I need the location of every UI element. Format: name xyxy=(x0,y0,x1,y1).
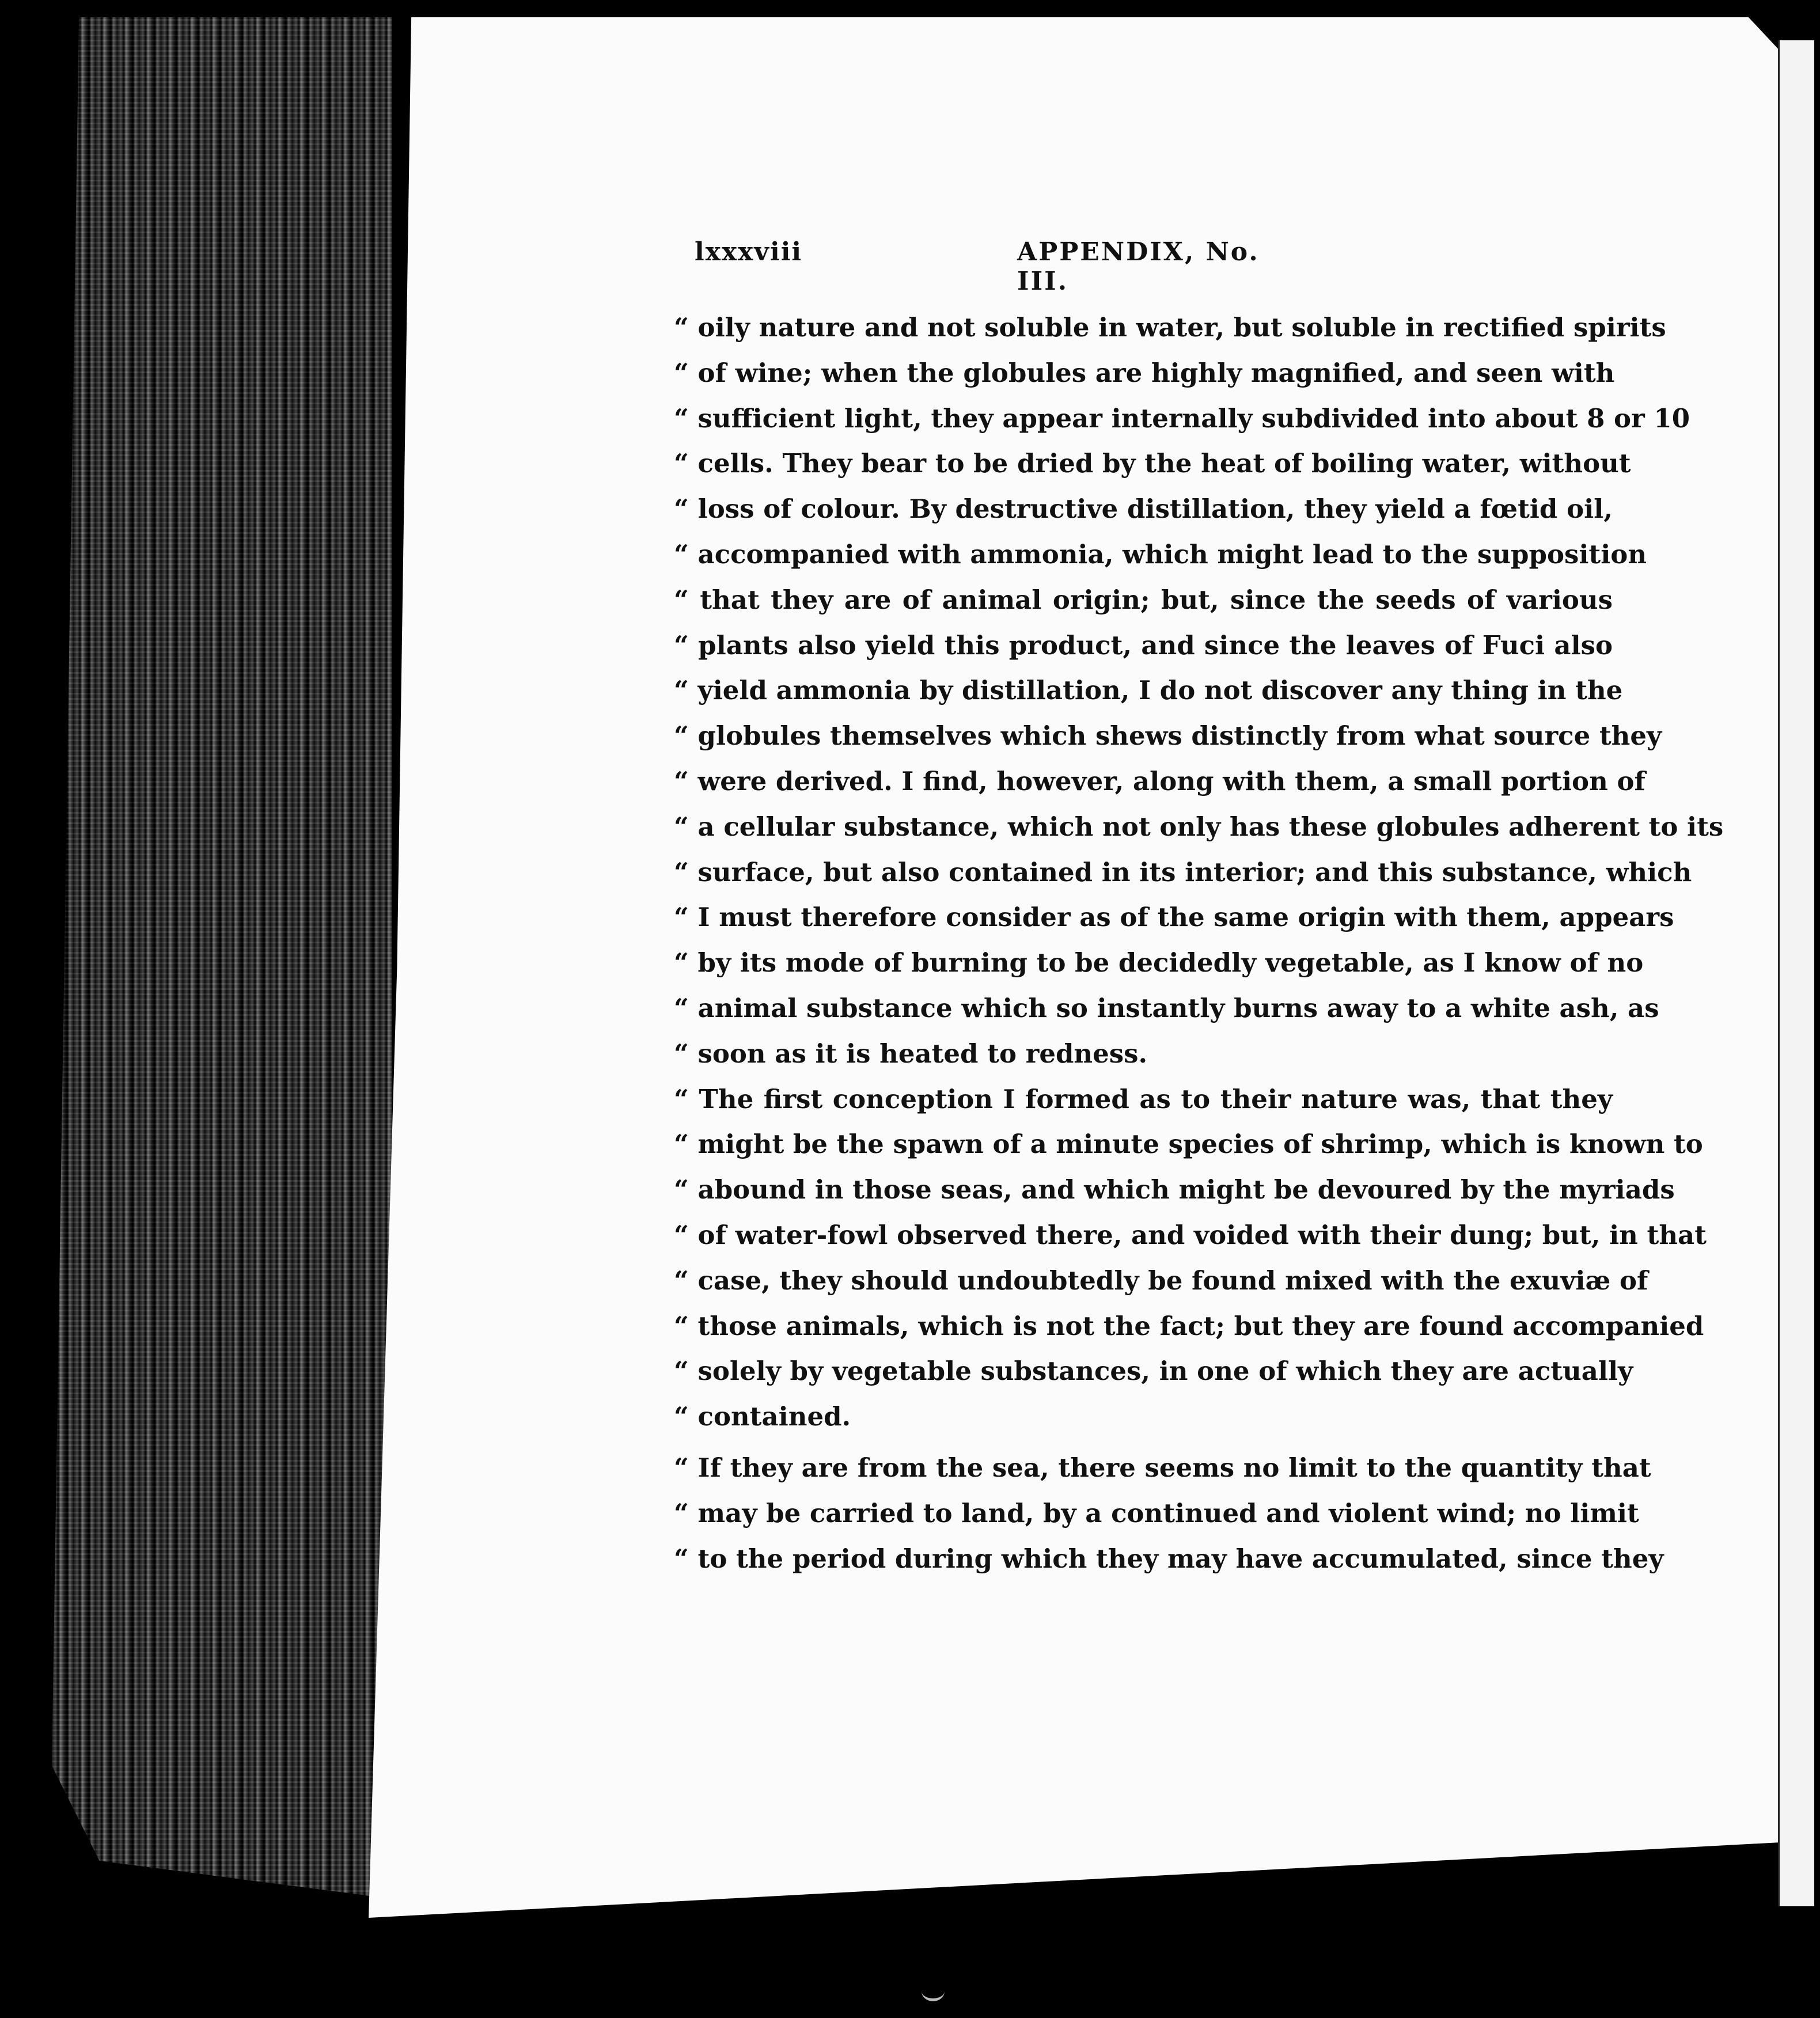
text-line: “ abound in those seas, and which might be devoured by the myriads xyxy=(674,1174,1675,1205)
text-line: “ surface, but also contained in its interior; and this substance, which xyxy=(674,856,1692,887)
book-fore-edge xyxy=(52,17,392,1918)
text-line: “ of water-fowl observed there, and voided with their dung; but, in that xyxy=(674,1219,1707,1250)
text-line: “ by its mode of burning to be decidedly vegetable, as I know of no xyxy=(674,947,1644,978)
text-line: “ to the period during which they may have accumulated, since they xyxy=(674,1543,1664,1574)
paragraph-2 xyxy=(674,1077,1707,1440)
text-line: “ of wine; when the globules are highly magnified, and seen with xyxy=(674,357,1615,388)
text-line: “ cells. They bear to be dried by the heat of boiling water, without xyxy=(674,448,1631,479)
body-text xyxy=(674,305,1724,1581)
page-number: lxxxviii xyxy=(695,237,803,267)
text-line: “ If they are from the sea, there seems no limit to the quantity that xyxy=(674,1452,1651,1483)
text-line: “ a cellular substance, which not only has these globules adherent to its xyxy=(674,811,1724,842)
text-line: “ plants also yield this product, and since the leaves of Fuci also xyxy=(674,629,1613,661)
section-title: APPENDIX, No. III. xyxy=(1017,237,1260,296)
text-line: “ that they are of animal origin; but, since the seeds of various xyxy=(674,584,1613,615)
right-page-edge xyxy=(1778,40,1814,1906)
text-line: “ were derived. I find, however, along with them, a small portion of xyxy=(674,765,1645,796)
text-line: “ solely by vegetable substances, in one of which they are actually xyxy=(674,1356,1633,1387)
running-head xyxy=(695,237,1294,296)
paragraph-gap xyxy=(674,1440,1613,1446)
text-line: “ The first conception I formed as to their nature was, that they xyxy=(674,1083,1613,1114)
text-line: “ oily nature and not soluble in water, but soluble in rectified spirits xyxy=(674,312,1666,343)
text-line: “ soon as it is heated to redness. xyxy=(674,1038,1148,1069)
text-line: “ globules themselves which shews distinctly from what source they xyxy=(674,720,1662,752)
text-line: “ animal substance which so instantly burns away to a white ash, as xyxy=(674,992,1659,1023)
text-line: “ those animals, which is not the fact; but they are found accompanied xyxy=(674,1310,1704,1341)
text-line: “ I must therefore consider as of the same origin with them, appears xyxy=(674,902,1674,933)
text-line: “ case, they should undoubtedly be found mixed with the exuviæ of xyxy=(674,1265,1648,1296)
text-line: “ accompanied with ammonia, which might lead to the supposition xyxy=(674,538,1647,570)
text-line: “ sufficient light, they appear internally subdivided into about 8 or 10 xyxy=(674,403,1690,434)
text-line: “ contained. xyxy=(674,1401,851,1432)
text-line: “ loss of colour. By destructive distillation, they yield a fœtid oil, xyxy=(674,494,1613,525)
text-line: “ might be the spawn of a minute species of shrimp, which is known to xyxy=(674,1129,1703,1160)
paragraph-3 xyxy=(674,1446,1664,1581)
scan-artifact xyxy=(922,1981,945,2001)
text-line: “ yield ammonia by distillation, I do not discover any thing in the xyxy=(674,675,1623,706)
paragraph-1 xyxy=(674,305,1724,1077)
text-line: “ may be carried to land, by a continued and violent wind; no limit xyxy=(674,1497,1639,1528)
